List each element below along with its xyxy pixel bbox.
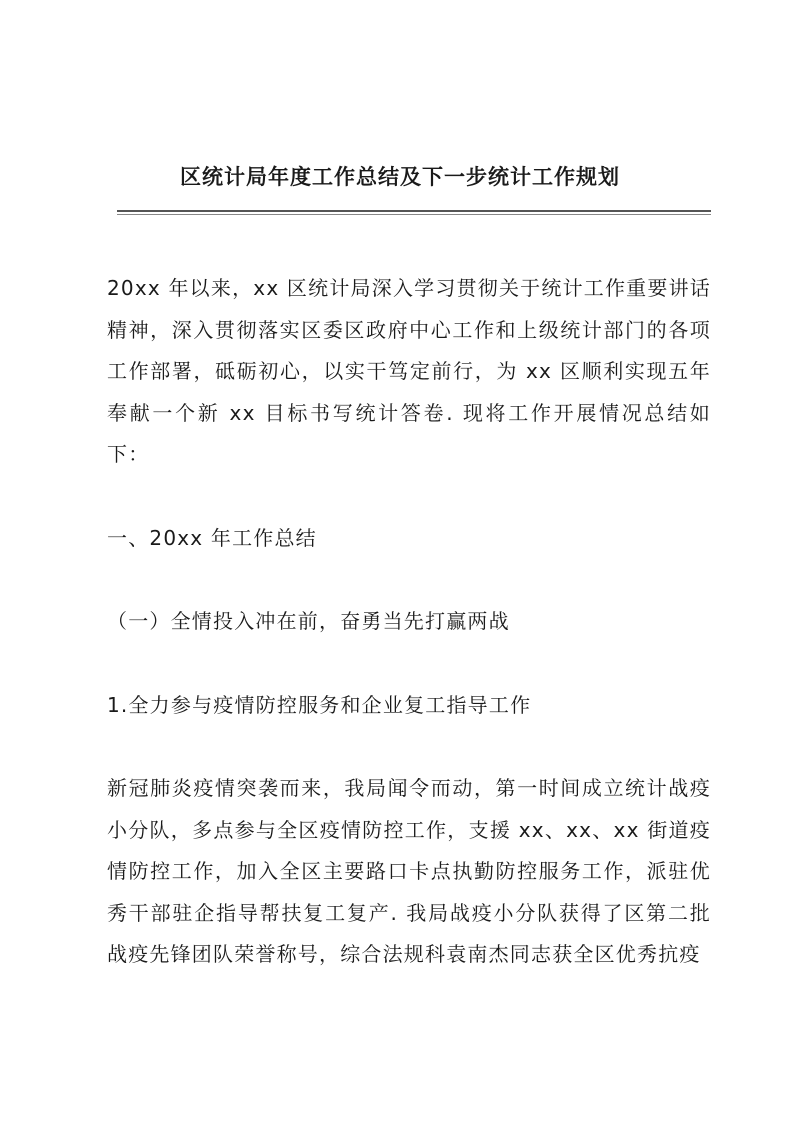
document-title: 区统计局年度工作总结及下一步统计工作规划 — [180, 164, 620, 189]
title-underline-thick — [117, 210, 711, 212]
intro-paragraph: 20xx 年以来，xx 区统计局深入学习贯彻关于统计工作重要讲话精神，深入贯彻落实区委区政府中心工作和上级统计部门的各项工作部署，砥砺初心，以实干笃定前行，为 xx 区顺利实现五年奉献一个新 xx 目标书写统计答卷. 现将工作开展情况总结如下： — [107, 276, 711, 466]
item-heading: 1.全力参与疫情防控服务和企业复工指导工作 — [107, 692, 532, 717]
section-heading: 一、20xx 年工作总结 — [107, 525, 317, 550]
document-body — [107, 268, 711, 976]
title-underline-thin — [117, 214, 711, 215]
subsection-heading: （一）全情投入冲在前，奋勇当先打赢两战 — [107, 609, 510, 633]
body-paragraph: 新冠肺炎疫情突袭而来，我局闻令而动，第一时间成立统计战疫小分队，多点参与全区疫情防控工作，支援 xx、xx、xx 街道疫情防控工作，加入全区主要路口卡点执勤防控服务工作，派驻优秀干部驻企指导帮扶复工复产. 我局战疫小分队获得了区第二批战疫先锋团队荣誉称号，综合法规科袁南杰同志获全区优秀抗疫 — [107, 776, 711, 966]
